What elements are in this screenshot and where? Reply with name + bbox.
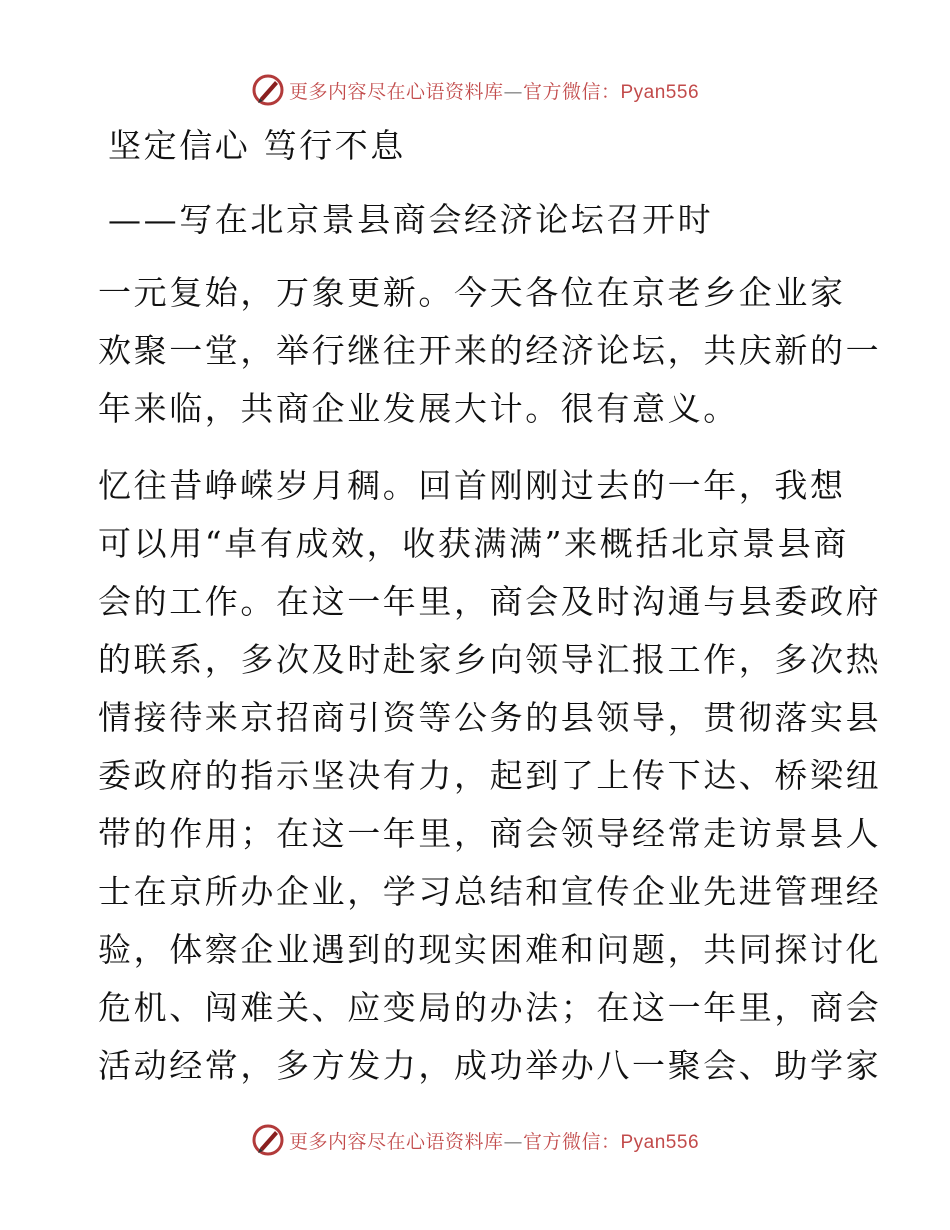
body-line-13: 危机、闯难关、应变局的办法；在这一年里，商会: [98, 988, 882, 1027]
footer-watermark-banner: [0, 1120, 950, 1160]
body-line-2: 欢聚一堂，举行继往开来的经济论坛，共庆新的一: [98, 331, 882, 370]
banner-dash: —: [503, 1130, 523, 1153]
body-line-11: 士在京所办企业，学习总结和宣传企业先进管理经: [98, 872, 882, 911]
body-line-8: 情接待来京招商引资等公务的县领导，贯彻落实县: [98, 698, 882, 737]
body-line-10: 带的作用；在这一年里，商会领导经常走访景县人: [98, 814, 882, 853]
body-line-3: 年来临，共商企业发展大计。很有意义。: [98, 389, 739, 428]
body-line-9: 委政府的指示坚决有力，起到了上传下达、桥梁纽: [98, 756, 882, 795]
body-line-6: 会的工作。在这一年里，商会及时沟通与县委政府: [98, 582, 882, 621]
body-line-14: 活动经常，多方发力，成功举办八一聚会、助学家: [98, 1046, 882, 1085]
pen-logo-icon: [251, 1123, 285, 1157]
header-watermark-banner: [0, 70, 950, 110]
body-line-5: 可以用“卓有成效，收获满满”来概括北京景县商: [98, 524, 849, 563]
banner-text: [289, 1127, 699, 1154]
body-line-7: 的联系，多次及时赴家乡向领导汇报工作，多次热: [98, 640, 882, 679]
banner-wechat-id: Pyan556: [620, 81, 700, 103]
body-line-12: 验，体察企业遇到的现实困难和问题，共同探讨化: [98, 930, 882, 969]
document-subtitle: ——写在北京景县商会经济论坛召开时: [108, 200, 714, 239]
banner-dash: —: [503, 80, 523, 103]
banner-text: [289, 77, 699, 104]
banner-official: 官方微信：: [522, 80, 621, 103]
banner-official: 官方微信：: [522, 1130, 621, 1153]
document-title: 坚定信心 笃行不息: [108, 126, 406, 165]
banner-brand: 更多内容尽在心语资料库: [288, 1130, 504, 1153]
body-line-4: 忆往昔峥嵘岁月稠。回首刚刚过去的一年，我想: [98, 466, 846, 505]
body-line-1: 一元复始，万象更新。今天各位在京老乡企业家: [98, 273, 846, 312]
banner-brand: 更多内容尽在心语资料库: [288, 80, 504, 103]
pen-logo-icon: [251, 73, 285, 107]
banner-wechat-id: Pyan556: [620, 1131, 700, 1153]
